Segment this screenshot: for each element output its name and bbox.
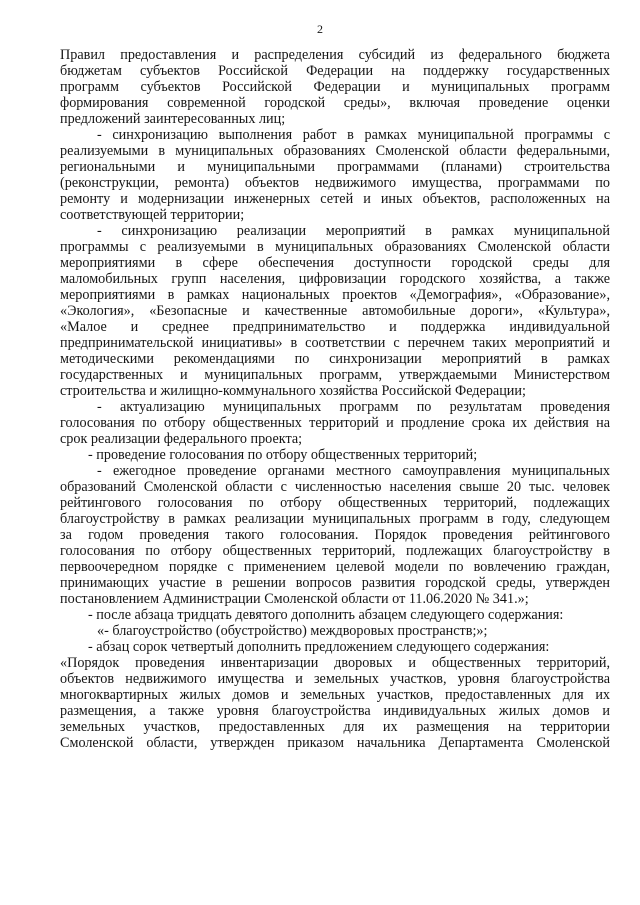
text-line: первоочередном порядке с применением целевой модели по вовлечению граждан, bbox=[60, 559, 610, 575]
text-line: Смоленской области, утвержден приказом начальника Департамента Смоленской bbox=[60, 735, 610, 751]
text-line: принимающих участие в решении вопросов развития городской среды, утвержден bbox=[60, 575, 610, 591]
paragraph-first-line: - после абзаца тридцать девятого дополнить абзацем следующего содержания: bbox=[88, 607, 564, 623]
text-line: «Порядок проведения инвентаризации дворовых и общественных территорий, bbox=[60, 655, 610, 671]
text-line: голосования по отбору общественных территорий, подлежащих благоустройству в bbox=[60, 543, 610, 559]
text-line: рейтингового голосования по отбору общественных территорий, подлежащих bbox=[60, 495, 610, 511]
text-line: региональными и муниципальными программами (планами) строительства bbox=[60, 159, 610, 175]
text-line: образований Смоленской области с численностью населения свыше 20 тыс. человек bbox=[60, 479, 610, 495]
text-line: «Экология», «Безопасные и качественные автомобильные дороги», «Культура», bbox=[60, 303, 610, 319]
text-line: постановлением Администрации Смоленской области от 11.06.2020 № 341.»; bbox=[60, 591, 529, 607]
paragraph-first-line: - актуализацию муниципальных программ по результатам проведения bbox=[97, 399, 610, 415]
text-line: предпринимательской инициативы» в соответствии с перечнем таких мероприятий и bbox=[60, 335, 610, 351]
text-line: маломобильных групп населения, цифровизации городского хозяйства, а также bbox=[60, 271, 610, 287]
paragraph-first-line: - синхронизацию выполнения работ в рамках муниципальной программы с bbox=[97, 127, 610, 143]
text-line: мероприятиями в сфере обеспечения доступности городской среды для bbox=[60, 255, 610, 271]
text-line: срок реализации федерального проекта; bbox=[60, 431, 303, 447]
text-line: строительства и жилищно-коммунального хозяйства Российской Федерации; bbox=[60, 383, 526, 399]
text-line: формирования современной городской среды», включая проведение оценки bbox=[60, 95, 610, 111]
text-line: государственных и муниципальных программ, утверждаемыми Министерством bbox=[60, 367, 610, 383]
text-line: предложений заинтересованных лиц; bbox=[60, 111, 286, 127]
text-line: благоустройству в рамках реализации муниципальных программ в году, следующем bbox=[60, 511, 610, 527]
text-line: реализуемыми в муниципальных образованиях Смоленской области федеральными, bbox=[60, 143, 610, 159]
paragraph-first-line: «- благоустройство (обустройство) междворовых пространств;»; bbox=[97, 623, 488, 639]
text-line: (реконструкции, ремонта) объектов недвижимого имущества, программами по bbox=[60, 175, 610, 191]
document-body bbox=[60, 47, 610, 751]
text-line: голосования по отбору общественных территорий и продление срока их действия на bbox=[60, 415, 610, 431]
text-line: Правил предоставления и распределения субсидий из федерального бюджета bbox=[60, 47, 610, 63]
text-line: ремонту и модернизации инженерных сетей и иных объектов, расположенных на bbox=[60, 191, 610, 207]
text-line: соответствующей территории; bbox=[60, 207, 245, 223]
text-line: многоквартирных жилых домов и земельных участков, предоставленных для их bbox=[60, 687, 610, 703]
text-line: мероприятиями в рамках национальных проектов «Демография», «Образование», bbox=[60, 287, 610, 303]
text-line: земельных участков, предоставленных для их размещения на территории bbox=[60, 719, 610, 735]
text-line: «Малое и среднее предпринимательство и поддержка индивидуальной bbox=[60, 319, 610, 335]
text-line: за годом проведения такого голосования. Порядок проведения рейтингового bbox=[60, 527, 610, 543]
text-line: методическими рекомендациями по синхронизации мероприятий в рамках bbox=[60, 351, 610, 367]
paragraph-first-line: - проведение голосования по отбору общественных территорий; bbox=[88, 447, 478, 463]
text-line: программ субъектов Российской Федерации и муниципальных программ bbox=[60, 79, 610, 95]
paragraph-first-line: - синхронизацию реализации мероприятий в рамках муниципальной bbox=[97, 223, 610, 239]
page-number: 2 bbox=[317, 22, 323, 36]
text-line: бюджетам субъектов Российской Федерации на поддержку государственных bbox=[60, 63, 610, 79]
text-line: объектов недвижимого имущества и земельных участков, уровня благоустройства bbox=[60, 671, 610, 687]
text-line: программы с реализуемыми в муниципальных образованиях Смоленской области bbox=[60, 239, 610, 255]
paragraph-first-line: - ежегодное проведение органами местного самоуправления муниципальных bbox=[97, 463, 610, 479]
text-line: размещения, а также уровня благоустройства индивидуальных жилых домов и bbox=[60, 703, 610, 719]
paragraph-first-line: - абзац сорок четвертый дополнить предложением следующего содержания: bbox=[88, 639, 550, 655]
